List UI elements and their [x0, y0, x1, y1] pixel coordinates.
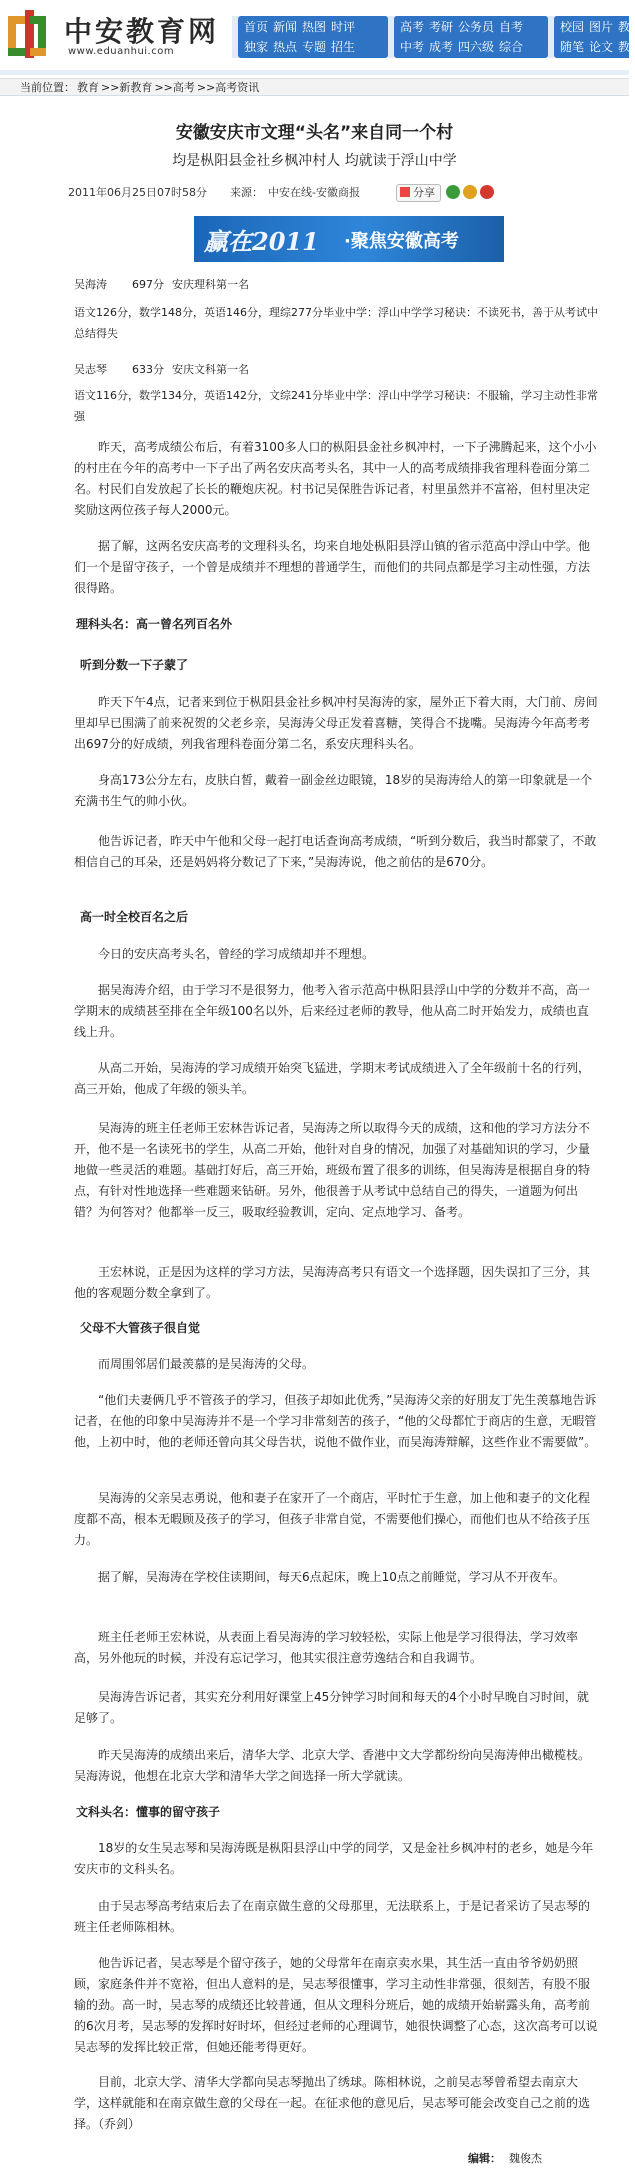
article-title: 安徽安庆市文理“头名”来自同一个村 [175, 123, 454, 143]
editor-label: 编辑： [468, 2152, 501, 2165]
paragraph: 目前，北京大学、清华大学都向吴志琴抛出了绣球。陈相林说，之前吴志琴曾希望去南京大学，这样就能和在南京做生意的父母在一起。在征求他的意见后，吴志琴可能会改变自己之前的选择。（乔剑） [74, 2075, 591, 2131]
nav-link[interactable]: 中考 [400, 40, 425, 54]
paragraph: 他告诉记者，吴志琴是个留守孩子，她的父母常年在南京卖水果，其生活一直由爷爷奶奶照顾，家庭条件并不宽裕，但出人意料的是，吴志琴很懂事，学习主动性非常强，很刻苦，有股不服输的劲。高一时，吴志琴的成绩还比较普通，但从文理科分班后，她的成绩开始崭露头角，高考前的6次月考，吴志琴的发挥时好时坏，但经过老师的心理调节，她很快调整了心态，这次高考可以说吴志琴的发挥比较正常，但她还能考得更好。 [74, 1956, 598, 2054]
breadcrumb-link[interactable]: >>高考 [154, 81, 195, 94]
nav-link[interactable]: 论文 [589, 40, 614, 54]
section-subheading: 听到分数一下子蒙了 [80, 658, 189, 672]
nav-link[interactable]: 自考 [499, 20, 524, 34]
publish-date: 2011年06月25日07时58分 [68, 186, 207, 199]
paragraph: 昨天，高考成绩公布后，有着3100多人口的枞阳县金社乡枫冲村，一下子沸腾起来，这个小小的村庄在今年的高考中一下子出了两名安庆高考头名，其中一人的高考成绩排我省理科卷面分第二名。村民们自发放起了长长的鞭炮庆祝。村书记吴保胜告诉记者，村里虽然并不富裕，但村里决定奖励这两位孩子每人2000元。 [74, 440, 597, 517]
site-url: www.eduanhui.com [68, 46, 175, 57]
paragraph: 班主任老师王宏林说，从表面上看吴海涛的学习较轻松，实际上他是学习很得法，学习效率高，另外他玩的时候，并没有忘记学习，他其实很注意劳逸结合和自我调节。 [74, 1630, 579, 1665]
section-subheading: 高一时全校百名之后 [80, 910, 189, 924]
source-link[interactable]: 中安在线-安徽商报 [268, 186, 360, 199]
nav-link[interactable]: 招生 [331, 40, 356, 54]
score-record [74, 276, 474, 292]
share-label: 分享 [413, 186, 435, 199]
nav-link[interactable]: 公务员 [458, 20, 495, 34]
paragraph: 今日的安庆高考头名，曾经的学习成绩却并不理想。 [98, 947, 375, 961]
nav-link[interactable]: 热点 [273, 40, 298, 54]
score-detail: 语文126分，数学148分，英语146分，理综277分毕业中学：浮山中学学习秘诀：不读死书，善于从考试中总结得失 [74, 306, 598, 340]
nav-link[interactable]: 考研 [429, 20, 454, 34]
nav-link[interactable]: 图片 [589, 20, 614, 34]
paragraph: 吴海涛的班主任老师王宏林告诉记者，吴海涛之所以取得今天的成绩，这和他的学习方法分不开，他不是一名读死书的学生，从高二开始，他针对自身的情况，加强了对基础知识的学习，少量地做一些灵活的难题。基础打好后，高三开始，班级布置了很多的训练，但吴海涛是根据自身的特点，有针对性地选择一些难题来钻研。另外，他很善于从考试中总结自己的得失，一道题为何出错？为何答对？他都举一反三，吸取经验教训，定向、定点地学习、备考。 [74, 1121, 591, 1219]
nav-link[interactable]: 教 [618, 20, 631, 34]
nav-link[interactable]: 专题 [302, 40, 327, 54]
nav-link[interactable]: 综合 [499, 40, 524, 54]
paragraph: 王宏林说，正是因为这样的学习方法，吴海涛高考只有语文一个选择题，因失误扣了三分，其他的客观题分数全拿到了。 [74, 1265, 591, 1300]
paragraph: 而周围邻居们最羡慕的是吴海涛的父母。 [98, 1357, 315, 1371]
paragraph: 18岁的女生吴志琴和吴海涛既是枞阳县浮山中学的同学，又是金社乡枫冲村的老乡，她是今年安庆市的文科头名。 [74, 1841, 594, 1876]
nav-link[interactable]: 首页 [244, 20, 269, 34]
breadcrumb-link[interactable]: 教育 [77, 81, 99, 94]
score-detail: 语文116分，数学134分，英语142分，文综241分毕业中学：浮山中学学习秘诀：不服输，学习主动性非常强 [74, 389, 598, 423]
nav-link[interactable]: 新闻 [273, 20, 298, 34]
paragraph: 他告诉记者，昨天中午他和父母一起打电话查询高考成绩，“听到分数后，我当时都蒙了，不敢相信自己的耳朵，还是妈妈将分数记了下来，”吴海涛说，他之前估的是670分。 [74, 834, 597, 869]
breadcrumb-link[interactable]: >>高考资讯 [196, 81, 260, 94]
paragraph: 据了解，吴海涛在学校住读期间，每天6点起床，晚上10点之前睡觉，学习从不开夜车。 [98, 1570, 565, 1584]
nav-link[interactable]: 校园 [560, 20, 585, 34]
nav-link[interactable]: 成考 [429, 40, 454, 54]
nav-link[interactable]: 时评 [331, 20, 356, 34]
banner-left-text: 赢在2011 [204, 227, 319, 256]
site-name: 中安教育网 [64, 15, 220, 48]
nav-link[interactable]: 四六级 [458, 40, 495, 54]
paragraph: 据吴海涛介绍，由于学习不是很努力，他考入省示范高中枞阳县浮山中学的分数并不高，高一学期末的成绩甚至排在全年级100名以外，后来经过老师的教导，他从高二时开始发力，成绩也直线上升。 [74, 983, 591, 1039]
editor-name: 魏俊杰 [509, 2152, 542, 2165]
paragraph: 吴海涛告诉记者，其实充分利用好课堂上45分钟学习时间和每天的4个小时早晚自习时间，就足够了。 [74, 1690, 589, 1725]
section-heading: 文科头名：懂事的留守孩子 [76, 1805, 221, 1819]
paragraph: 从高二开始，吴海涛的学习成绩开始突飞猛进，学期末考试成绩进入了全年级前十名的行列，高三开始，他成了年级的领头羊。 [74, 1061, 591, 1096]
paragraph: 吴海涛的父亲吴志勇说，他和妻子在家开了一个商店，平时忙于生意，加上他和妻子的文化程度都不高，根本无暇顾及孩子的学习，但孩子非常自觉，不需要他们操心，而他们也从不给孩子压力。 [74, 1491, 591, 1547]
paragraph: 昨天下午4点，记者来到位于枞阳县金社乡枫冲村吴海涛的家，屋外正下着大雨，大门前、房间里却早已围满了前来祝贺的父老乡亲，吴海涛父母正发着喜糖，笑得合不拢嘴。吴海涛今年高考考出697分的好成绩，列我省理科卷面分第二名，系安庆理科头名。 [74, 695, 598, 751]
nav-link[interactable]: 随笔 [560, 40, 585, 54]
breadcrumb-prefix: 当前位置： [20, 81, 75, 94]
section-heading: 理科头名：高一曾名列百名外 [76, 617, 233, 631]
source-label: 来源： [230, 186, 263, 199]
nav-link[interactable]: 教 [618, 40, 631, 54]
nav-link[interactable]: 高考 [400, 20, 425, 34]
student-name: 吴志琴 [74, 363, 107, 376]
paragraph: 昨天吴海涛的成绩出来后，清华大学、北京大学、香港中文大学都纷纷向吴海涛伸出橄榄枝。吴海涛说，他想在北京大学和清华大学之间选择一所大学就读。 [74, 1748, 591, 1783]
banner-right-text: ·聚焦安徽高考 [344, 231, 459, 252]
breadcrumb-link[interactable]: >>新教育 [101, 81, 153, 94]
section-subheading: 父母不大管孩子很自觉 [80, 1321, 201, 1335]
student-rank: 安庆理科第一名 [172, 278, 249, 291]
nav-link[interactable]: 热图 [302, 20, 327, 34]
student-name: 吴海涛 [74, 278, 107, 291]
paragraph: 据了解，这两名安庆高考的文理科头名，均来自地处枞阳县浮山镇的省示范高中浮山中学。他们一个是留守孩子，一个曾是成绩并不理想的普通学生，而他们的共同点都是学习主动性强，方法很得路。 [74, 539, 591, 595]
student-score: 697分 [132, 278, 164, 291]
paragraph: “他们夫妻俩几乎不管孩子的学习，但孩子却如此优秀，”吴海涛父亲的好朋友丁先生羡慕地告诉记者，在他的印象中吴海涛并不是一个学习非常刻苦的孩子，“他的父母都忙于商店的生意，无暇管他，上初中时，他的老师还曾向其父母告状，说他不做作业，而吴海涛辩解，这些作业不需要做”。 [74, 1393, 597, 1449]
paragraph: 身高173公分左右，皮肤白皙，戴着一副金丝边眼镜，18岁的吴海涛给人的第一印象就是一个充满书生气的帅小伙。 [74, 773, 593, 808]
student-score: 633分 [132, 363, 164, 376]
article-subtitle: 均是枞阳县金社乡枫冲村人 均就读于浮山中学 [172, 153, 457, 169]
paragraph: 由于吴志琴高考结束后去了在南京做生意的父母那里，无法联系上，于是记者采访了吴志琴的班主任老师陈相林。 [74, 1899, 591, 1934]
nav-link[interactable]: 独家 [244, 40, 269, 54]
editor-credit [468, 2150, 542, 2166]
score-record [74, 361, 474, 377]
student-rank: 安庆文科第一名 [172, 363, 249, 376]
